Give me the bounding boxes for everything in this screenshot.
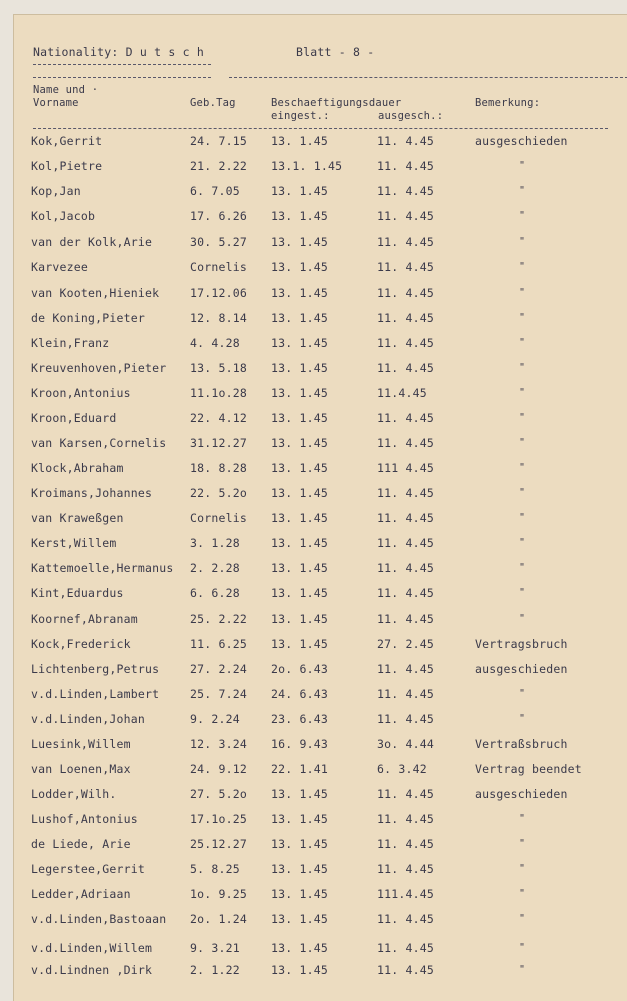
row-start-date: 13. 1.45 <box>271 561 328 575</box>
row-remark: " <box>519 913 526 924</box>
row-end-date: 11. 4.45 <box>377 812 434 826</box>
row-remark: ausgeschieden <box>475 134 568 148</box>
row-birthdate: Cornelis <box>190 511 247 525</box>
table-row <box>14 912 627 930</box>
row-start-date: 13. 1.45 <box>271 235 328 249</box>
column-header-name-1: Name und · <box>33 84 99 96</box>
row-end-date: 11. 4.45 <box>377 586 434 600</box>
row-start-date: 13. 1.45 <box>271 963 328 977</box>
row-start-date: 24. 6.43 <box>271 687 328 701</box>
row-birthdate: 1o. 9.25 <box>190 887 247 901</box>
row-name: Kop,Jan <box>31 184 81 198</box>
table-row <box>14 311 627 329</box>
row-remark: " <box>519 387 526 398</box>
row-start-date: 2o. 6.43 <box>271 662 328 676</box>
row-birthdate: 27. 5.2o <box>190 787 247 801</box>
row-start-date: 13. 1.45 <box>271 336 328 350</box>
column-header-name-2: Vorname <box>33 97 79 109</box>
row-birthdate: 24. 7.15 <box>190 134 247 148</box>
row-birthdate: 25. 2.22 <box>190 612 247 626</box>
column-header-ausgesch: ausgesch.: <box>378 110 444 122</box>
row-name: Kol,Jacob <box>31 209 96 223</box>
row-name: Kol,Pietre <box>31 159 103 173</box>
row-birthdate: 4. 4.28 <box>190 336 240 350</box>
row-remark: " <box>519 688 526 699</box>
row-birthdate: 17.1o.25 <box>190 812 247 826</box>
table-row <box>14 812 627 830</box>
row-start-date: 13. 1.45 <box>271 912 328 926</box>
table-row <box>14 209 627 227</box>
row-end-date: 11. 4.45 <box>377 912 434 926</box>
row-end-date: 11. 4.45 <box>377 159 434 173</box>
page-number: Blatt - 8 - <box>296 45 375 59</box>
table-row <box>14 386 627 404</box>
row-name: Kattemoelle,Hermanus <box>31 561 174 575</box>
row-name: v.d.Linden,Lambert <box>31 687 160 701</box>
row-start-date: 13. 1.45 <box>271 787 328 801</box>
row-remark: " <box>519 337 526 348</box>
row-name: v.d.Linden,Johan <box>31 712 145 726</box>
row-name: v.d.Lindnen ,Dirk <box>31 963 153 977</box>
table-row <box>14 662 627 680</box>
row-remark: " <box>519 587 526 598</box>
row-name: Kreuvenhoven,Pieter <box>31 361 167 375</box>
row-name: Lodder,Wilh. <box>31 787 117 801</box>
row-birthdate: 12. 3.24 <box>190 737 247 751</box>
row-name: Karvezee <box>31 260 88 274</box>
row-name: van Loenen,Max <box>31 762 131 776</box>
row-end-date: 11. 4.45 <box>377 134 434 148</box>
row-remark: " <box>519 261 526 272</box>
row-name: van der Kolk,Arie <box>31 235 153 249</box>
row-start-date: 13. 1.45 <box>271 209 328 223</box>
row-end-date: 11. 4.45 <box>377 235 434 249</box>
row-end-date: 11. 4.45 <box>377 536 434 550</box>
row-birthdate: 30. 5.27 <box>190 235 247 249</box>
row-end-date: 11. 4.45 <box>377 361 434 375</box>
table-row <box>14 436 627 454</box>
row-remark: " <box>519 942 526 953</box>
header-dash <box>33 77 211 78</box>
row-end-date: 3o. 4.44 <box>377 737 434 751</box>
table-row <box>14 612 627 630</box>
row-remark: " <box>519 462 526 473</box>
row-birthdate: 11.1o.28 <box>190 386 247 400</box>
row-name: Klock,Abraham <box>31 461 124 475</box>
table-row <box>14 787 627 805</box>
row-birthdate: 18. 8.28 <box>190 461 247 475</box>
row-birthdate: 5. 8.25 <box>190 862 240 876</box>
row-end-date: 11. 4.45 <box>377 941 434 955</box>
row-end-date: 11. 4.45 <box>377 687 434 701</box>
row-birthdate: 25. 7.24 <box>190 687 247 701</box>
row-birthdate: 17.12.06 <box>190 286 247 300</box>
row-name: Kroimans,Johannes <box>31 486 153 500</box>
row-start-date: 13. 1.45 <box>271 361 328 375</box>
row-name: van Karsen,Cornelis <box>31 436 167 450</box>
row-remark: " <box>519 838 526 849</box>
row-birthdate: 21. 2.22 <box>190 159 247 173</box>
row-remark: " <box>519 537 526 548</box>
row-end-date: 11. 4.45 <box>377 561 434 575</box>
row-end-date: 11. 4.45 <box>377 963 434 977</box>
table-row <box>14 461 627 479</box>
row-birthdate: 6. 6.28 <box>190 586 240 600</box>
row-birthdate: 31.12.27 <box>190 436 247 450</box>
table-top-dash <box>33 128 608 129</box>
row-birthdate: 2. 2.28 <box>190 561 240 575</box>
row-start-date: 13. 1.45 <box>271 184 328 198</box>
table-row <box>14 336 627 354</box>
row-birthdate: 2. 1.22 <box>190 963 240 977</box>
row-remark: " <box>519 312 526 323</box>
row-start-date: 13. 1.45 <box>271 411 328 425</box>
row-name: Kint,Eduardus <box>31 586 124 600</box>
row-birthdate: 27. 2.24 <box>190 662 247 676</box>
row-end-date: 11. 4.45 <box>377 486 434 500</box>
row-start-date: 13. 1.45 <box>271 586 328 600</box>
row-name: Kroon,Eduard <box>31 411 117 425</box>
row-remark: " <box>519 813 526 824</box>
row-end-date: 11. 4.45 <box>377 311 434 325</box>
row-name: Lichtenberg,Petrus <box>31 662 160 676</box>
row-name: Kok,Gerrit <box>31 134 103 148</box>
table-row <box>14 511 627 529</box>
table-row <box>14 561 627 579</box>
row-remark: " <box>519 964 526 975</box>
row-birthdate: 13. 5.18 <box>190 361 247 375</box>
row-remark: " <box>519 863 526 874</box>
row-end-date: 11. 4.45 <box>377 837 434 851</box>
row-birthdate: 22. 5.2o <box>190 486 247 500</box>
row-birthdate: 9. 2.24 <box>190 712 240 726</box>
row-remark: " <box>519 412 526 423</box>
column-header-besch: Beschaeftigungsdauer <box>271 97 402 109</box>
row-start-date: 13. 1.45 <box>271 286 328 300</box>
row-birthdate: 3. 1.28 <box>190 536 240 550</box>
table-row <box>14 260 627 278</box>
row-remark: Vertragsbruch <box>475 637 568 651</box>
row-birthdate: 9. 3.21 <box>190 941 240 955</box>
row-name: Kock,Frederick <box>31 637 131 651</box>
row-end-date: 11. 4.45 <box>377 511 434 525</box>
underline-dash <box>33 64 211 65</box>
table-row <box>14 159 627 177</box>
row-remark: ausgeschieden <box>475 662 568 676</box>
row-name: Ledder,Adriaan <box>31 887 131 901</box>
row-start-date: 13. 1.45 <box>271 486 328 500</box>
row-remark: " <box>519 487 526 498</box>
row-birthdate: 6. 7.05 <box>190 184 240 198</box>
document-sheet <box>13 14 627 1001</box>
row-remark: " <box>519 160 526 171</box>
row-end-date: 111 4.45 <box>377 461 434 475</box>
column-header-geb: Geb.Tag <box>190 97 236 109</box>
row-start-date: 13. 1.45 <box>271 637 328 651</box>
row-end-date: 11. 4.45 <box>377 411 434 425</box>
nationality-label: Nationality: D u t s c h <box>33 45 204 59</box>
row-start-date: 13. 1.45 <box>271 862 328 876</box>
row-name: Klein,Franz <box>31 336 110 350</box>
table-row <box>14 887 627 905</box>
row-start-date: 13. 1.45 <box>271 887 328 901</box>
row-start-date: 13. 1.45 <box>271 311 328 325</box>
table-row <box>14 536 627 554</box>
table-row <box>14 411 627 429</box>
row-remark: " <box>519 888 526 899</box>
row-start-date: 13. 1.45 <box>271 837 328 851</box>
row-end-date: 11. 4.45 <box>377 260 434 274</box>
row-end-date: 11. 4.45 <box>377 209 434 223</box>
row-birthdate: 2o. 1.24 <box>190 912 247 926</box>
row-start-date: 22. 1.41 <box>271 762 328 776</box>
table-row <box>14 862 627 880</box>
row-end-date: 11. 4.45 <box>377 787 434 801</box>
row-remark: " <box>519 437 526 448</box>
row-start-date: 13. 1.45 <box>271 612 328 626</box>
row-remark: " <box>519 562 526 573</box>
table-row <box>14 737 627 755</box>
table-row <box>14 134 627 152</box>
column-header-bemerkung: Bemerkung: <box>475 97 541 109</box>
row-birthdate: 24. 9.12 <box>190 762 247 776</box>
row-start-date: 13. 1.45 <box>271 134 328 148</box>
row-start-date: 13. 1.45 <box>271 461 328 475</box>
row-name: de Liede, Arie <box>31 837 131 851</box>
row-start-date: 13.1. 1.45 <box>271 159 343 173</box>
table-row <box>14 235 627 253</box>
row-name: Kroon,Antonius <box>31 386 131 400</box>
row-end-date: 11. 4.45 <box>377 612 434 626</box>
table-row <box>14 586 627 604</box>
row-end-date: 6. 3.42 <box>377 762 427 776</box>
row-start-date: 13. 1.45 <box>271 260 328 274</box>
table-row <box>14 941 627 959</box>
row-end-date: 11. 4.45 <box>377 662 434 676</box>
row-start-date: 13. 1.45 <box>271 511 328 525</box>
row-name: Legerstee,Gerrit <box>31 862 145 876</box>
row-name: Koornef,Abranam <box>31 612 138 626</box>
row-end-date: 11. 4.45 <box>377 336 434 350</box>
row-name: van Kooten,Hieniek <box>31 286 160 300</box>
row-remark: " <box>519 613 526 624</box>
row-remark: " <box>519 287 526 298</box>
row-start-date: 13. 1.45 <box>271 436 328 450</box>
table-row <box>14 963 627 981</box>
table-row <box>14 361 627 379</box>
row-name: Luesink,Willem <box>31 737 131 751</box>
table-row <box>14 712 627 730</box>
table-row <box>14 486 627 504</box>
row-name: v.d.Linden,Willem <box>31 941 153 955</box>
row-birthdate: Cornelis <box>190 260 247 274</box>
row-birthdate: 22. 4.12 <box>190 411 247 425</box>
row-remark: " <box>519 362 526 373</box>
row-remark: Vertrag beendet <box>475 762 582 776</box>
row-name: van Kraweßgen <box>31 511 124 525</box>
row-name: Kerst,Willem <box>31 536 117 550</box>
row-remark: " <box>519 210 526 221</box>
row-birthdate: 11. 6.25 <box>190 637 247 651</box>
row-end-date: 11. 4.45 <box>377 712 434 726</box>
row-remark: " <box>519 713 526 724</box>
row-remark: " <box>519 185 526 196</box>
row-start-date: 23. 6.43 <box>271 712 328 726</box>
row-end-date: 11. 4.45 <box>377 286 434 300</box>
row-end-date: 11.4.45 <box>377 386 427 400</box>
row-name: de Koning,Pieter <box>31 311 145 325</box>
row-remark: " <box>519 236 526 247</box>
table-row <box>14 762 627 780</box>
table-row <box>14 286 627 304</box>
row-remark: " <box>519 512 526 523</box>
row-end-date: 111.4.45 <box>377 887 434 901</box>
row-end-date: 11. 4.45 <box>377 436 434 450</box>
row-start-date: 13. 1.45 <box>271 812 328 826</box>
column-header-eingest: eingest.: <box>271 110 330 122</box>
row-start-date: 13. 1.45 <box>271 536 328 550</box>
row-remark: Vertraßsbruch <box>475 737 568 751</box>
row-start-date: 13. 1.45 <box>271 941 328 955</box>
header-dash-right <box>229 77 627 78</box>
row-end-date: 11. 4.45 <box>377 862 434 876</box>
row-remark: ausgeschieden <box>475 787 568 801</box>
row-start-date: 13. 1.45 <box>271 386 328 400</box>
row-birthdate: 17. 6.26 <box>190 209 247 223</box>
row-end-date: 11. 4.45 <box>377 184 434 198</box>
row-start-date: 16. 9.43 <box>271 737 328 751</box>
row-end-date: 27. 2.45 <box>377 637 434 651</box>
table-row <box>14 184 627 202</box>
row-birthdate: 12. 8.14 <box>190 311 247 325</box>
table-row <box>14 637 627 655</box>
row-name: v.d.Linden,Bastoaan <box>31 912 167 926</box>
table-row <box>14 687 627 705</box>
row-name: Lushof,Antonius <box>31 812 138 826</box>
row-birthdate: 25.12.27 <box>190 837 247 851</box>
table-row <box>14 837 627 855</box>
